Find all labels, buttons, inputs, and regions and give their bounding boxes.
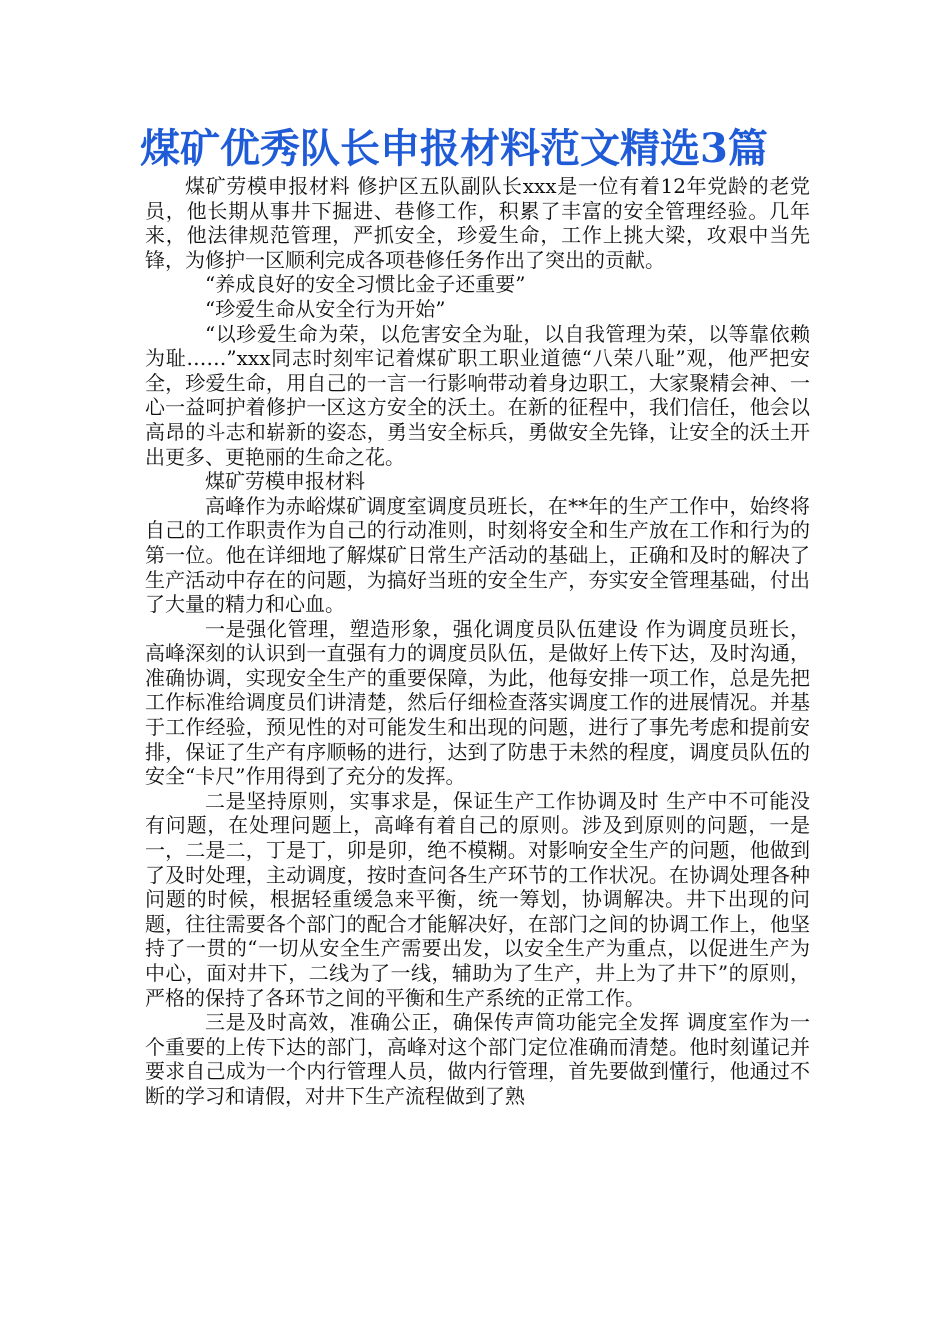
paragraph-gaofeng-intro: 高峰作为赤峪煤矿调度室调度员班长，在**年的生产工作中，始终将自己的工作职责作为自己的行动准则，时刻将安全和生产放在工作和行为的第一位。他在详细地了解煤矿日常生产活动的基础上，正确和及时的解决了生产活动中存在的问题，为搞好当班的安全生产，夯实安全管理基础，付出了大量的精力和心血。 xyxy=(145,493,810,617)
paragraph-point-1: 一是强化管理，塑造形象，强化调度员队伍建设 作为调度员班长，高峰深刻的认识到一直强有力的调度员队伍，是做好上传下达，及时沟通，准确协调，实现安全生产的重要保障，为此，他每安排一项工作，总是先把工作标准给调度员们讲清楚，然后仔细检查落实调度工作的进展情况。并基于工作经验，预见性的对可能发生和出现的问题，进行了事先考虑和提前安排，保证了生产有序顺畅的进行，达到了防患于未然的程度，调度员队伍的安全“卡尺”作用得到了充分的发挥。 xyxy=(145,616,810,789)
paragraph-quote-2: “珍爱生命从安全行为开始” xyxy=(205,296,446,321)
section-heading: 煤矿劳模申报材料 xyxy=(205,469,365,494)
document-title: 煤矿优秀队长申报材料范文精选3篇 xyxy=(140,125,768,172)
paragraph-point-2: 二是坚持原则，实事求是，保证生产工作协调及时 生产中不可能没有问题，在处理问题上，高峰有着自己的原则。涉及到原则的问题，一是一，二是二，丁是丁，卯是卯，绝不模糊。对影响安全生产的问题，他做到了及时处理，主动调度，按时查问各生产环节的工作状况。在协调处理各种问题的时候，根据轻重缓急来平衡，统一筹划，协调解决。井下出现的问题，往往需要各个部门的配合才能解决好，在部门之间的协调工作上，他坚持了一贯的“一切从安全生产需要出发，以安全生产为重点，以促进生产为中心，面对井下，二线为了一线，辅助为了生产，井上为了井下”的原则，严格的保持了各环节之间的平衡和生产系统的正常工作。 xyxy=(145,788,810,1010)
paragraph-point-3: 三是及时高效，准确公正，确保传声筒功能完全发挥 调度室作为一个重要的上传下达的部门，高峰对这个部门定位准确而清楚。他时刻谨记并要求自己成为一个内行管理人员，做内行管理，首先要做到懂行，他通过不断的学习和请假，对井下生产流程做到了熟 xyxy=(145,1010,810,1108)
paragraph-quote-1: “养成良好的安全习惯比金子还重要” xyxy=(205,272,526,297)
paragraph-quote-3: “以珍爱生命为荣，以危害安全为耻，以自我管理为荣，以等靠依赖为耻……”xxx同志时刻牢记着煤矿职工职业道德“八荣八耻”观，他严把安全，珍爱生命，用自己的一言一行影响带动着身边职工，大家聚精会神、一心一益呵护着修护一区这方安全的沃土。在新的征程中，我们信任，他会以高昂的斗志和崭新的姿态，勇当安全标兵，勇做安全先锋，让安全的沃土开出更多、更艳丽的生命之花。 xyxy=(145,321,810,469)
paragraph-intro: 煤矿劳模申报材料 修护区五队副队长xxx是一位有着12年党龄的老党员，他长期从事井下掘进、巷修工作，积累了丰富的安全管理经验。几年来，他法律规范管理，严抓安全，珍爱生命，工作上挑大梁，攻艰中当先锋，为修护一区顺利完成各项巷修任务作出了突出的贡献。 xyxy=(145,174,810,272)
document-body xyxy=(145,174,810,1109)
